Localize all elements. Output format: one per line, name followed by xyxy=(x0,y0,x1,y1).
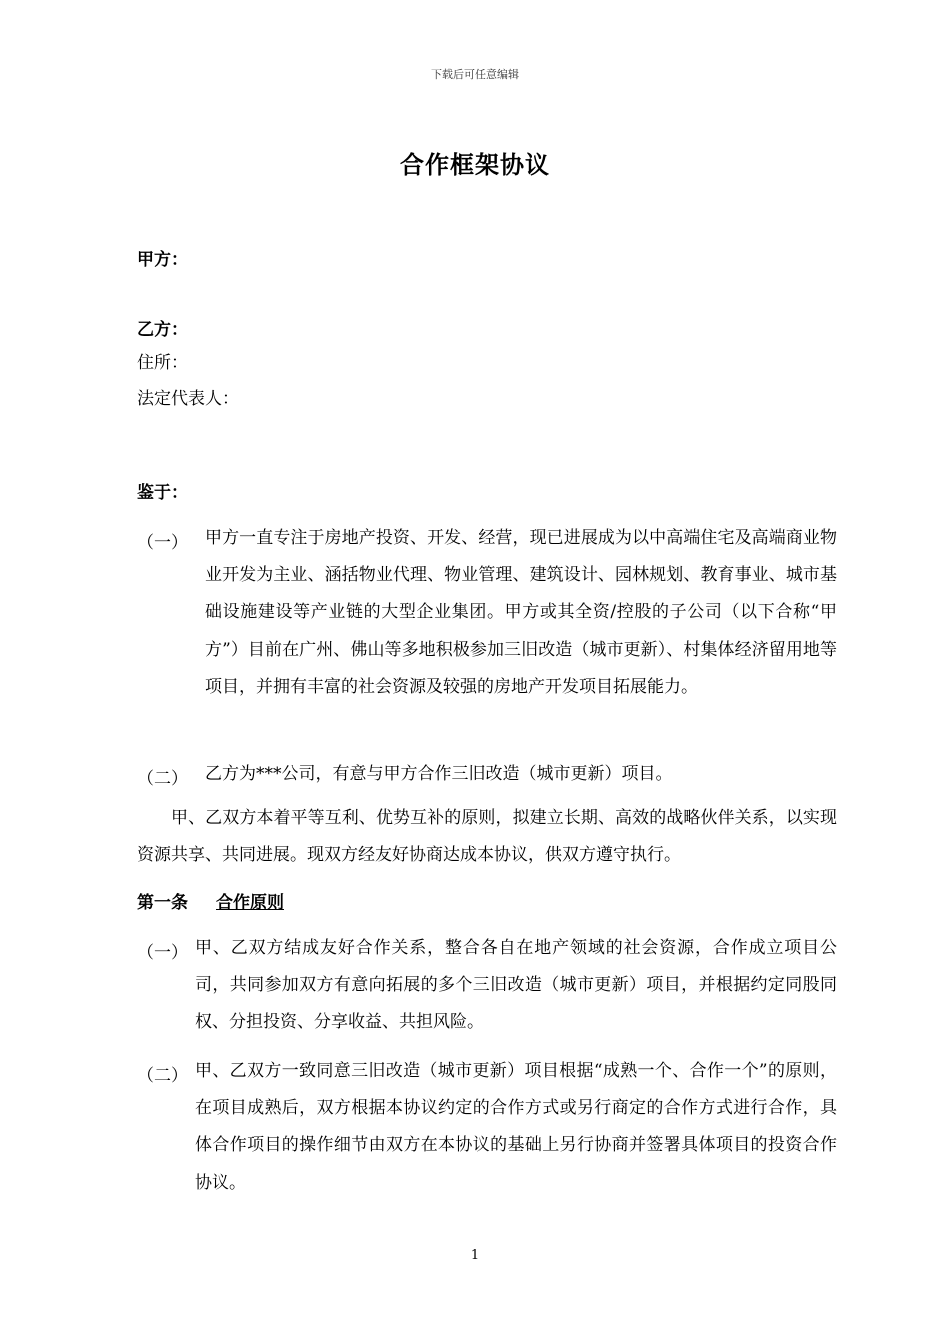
clause-text: 甲、乙双方结成友好合作关系，整合各自在地产领域的社会资源，合作成立项目公司，共同参加双方有意向拓展的多个三旧改造（城市更新）项目，并根据约定同股同权、分担投资、分享收益、共担风险。 xyxy=(195,938,837,1033)
whereas-item-2 xyxy=(137,756,837,793)
address-label: 住所： xyxy=(137,353,188,373)
clause-number: （二） xyxy=(137,769,188,789)
article-heading xyxy=(137,890,284,916)
clause-text: 甲方一直专注于房地产投资、开发、经营，现已进展成为以中高端住宅及高端商业物业开发为主业、涵括物业代理、物业管理、建筑设计、园林规划、教育事业、城市基础设施建设等产业链的大型企业集团。甲方或其全资/控股的子公司（以下合称“甲方”）目前在广州、佛山等多地积极参加三旧改造（城市更新）、村集体经济留用地等项目，并拥有丰富的社会资源及较强的房地产开发项目拓展能力。 xyxy=(205,528,837,697)
whereas-label: 鉴于： xyxy=(137,483,188,503)
page-number: 1 xyxy=(470,1248,480,1263)
document-title: 合作框架协议 xyxy=(400,150,550,179)
article-title: 合作原则 xyxy=(216,893,284,913)
header-note: 下载后可任意编辑 xyxy=(431,68,519,81)
article1-item-1 xyxy=(137,930,837,1042)
article-number: 第一条 xyxy=(137,893,188,913)
party-a-label: 甲方： xyxy=(137,250,188,270)
clause-text: 乙方为***公司，有意与甲方合作三旧改造（城市更新）项目。 xyxy=(205,764,673,784)
party-b-label: 乙方： xyxy=(137,320,188,340)
legal-representative-label: 法定代表人： xyxy=(137,389,239,409)
clause-text: 甲、乙双方一致同意三旧改造（城市更新）项目根据“成熟一个、合作一个”的原则，在项目成熟后，双方根据本协议约定的合作方式或另行商定的合作方式进行合作，具体合作项目的操作细节由双方在本协议的基础上另行协商并签署具体项目的投资合作协议。 xyxy=(195,1061,837,1193)
clause-number: （一） xyxy=(137,533,188,553)
article1-item-2 xyxy=(137,1053,837,1202)
clause-number: （二） xyxy=(137,1066,188,1086)
clause-number: （一） xyxy=(137,943,188,963)
whereas-item-1 xyxy=(137,520,837,706)
whereas-summary: 甲、乙双方本着平等互利、优势互补的原则，拟建立长期、高效的战略伙伴关系，以实现资源共享、共同进展。现双方经友好协商达成本协议，供双方遵守执行。 xyxy=(137,808,837,865)
